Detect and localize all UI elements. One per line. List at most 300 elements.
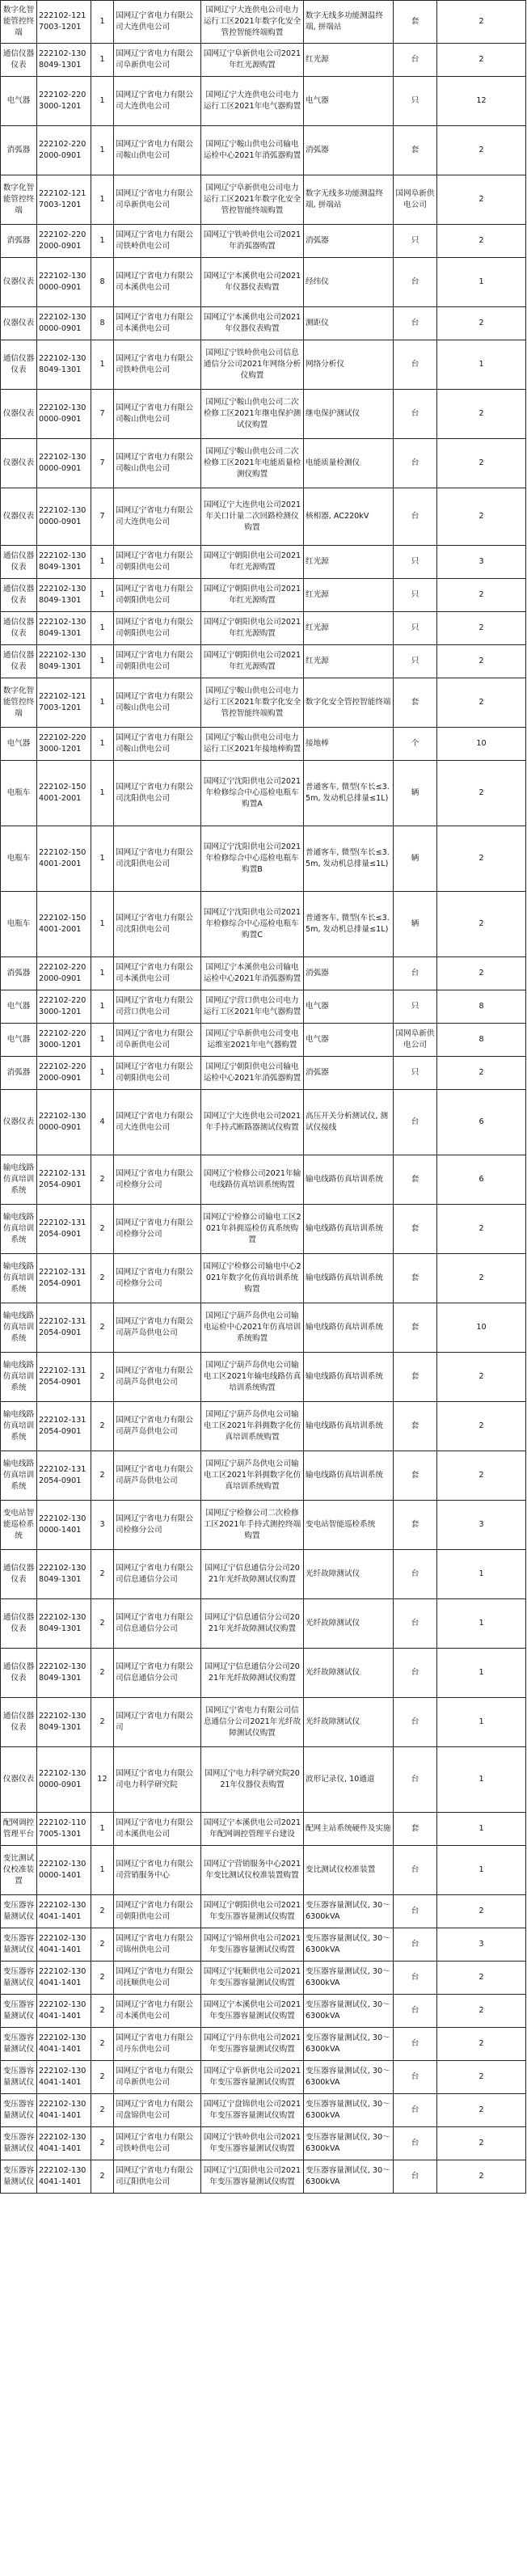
quantity-cell: 1 — [437, 1813, 526, 1846]
table-row — [1, 307, 526, 340]
item-code-cell: 222102-1304041-1401 — [37, 2160, 91, 2194]
table-row — [1, 1747, 526, 1813]
uom-cell: 套 — [394, 1353, 437, 1402]
item-code-cell: 222102-2203000-1201 — [37, 1024, 91, 1057]
item-code-cell: 222102-1308049-1301 — [37, 612, 91, 645]
equipment-name-cell: 输电线路仿真培训系统 — [1, 1353, 37, 1402]
project-name-cell: 国网辽宁葫芦岛供电公司输电运检中心2021年仿真培训系统购置 — [201, 1303, 304, 1353]
equipment-name-cell: 仪器仪表 — [1, 1090, 37, 1155]
item-code-cell: 222102-1308049-1301 — [37, 1698, 91, 1747]
item-code-cell: 222102-1312054-0901 — [37, 1155, 91, 1205]
unit-cell: 国网辽宁省电力有限公司信息通信分公司 — [114, 1649, 201, 1698]
table-row — [1, 126, 526, 175]
uom-cell: 台 — [394, 957, 437, 990]
uom-cell: 国网阜新供电公司 — [394, 175, 437, 225]
spec-cell: 变压器容量测试仪, 30～6300kVA — [304, 1895, 394, 1928]
item-code-cell: 222102-1300000-0901 — [37, 390, 91, 439]
project-name-cell: 国网辽宁鞍山供电公司二次检修工区2021年电能质量检测仪购置 — [201, 439, 304, 488]
package-no-cell: 8 — [91, 258, 114, 307]
quantity-cell: 2 — [437, 645, 526, 678]
spec-cell: 变压器容量测试仪, 30～6300kVA — [304, 2094, 394, 2127]
spec-cell: 输电线路仿真培训系统 — [304, 1205, 394, 1254]
quantity-cell: 2 — [437, 439, 526, 488]
quantity-cell: 2 — [437, 225, 526, 258]
project-name-cell: 国网辽宁大连供电公司2021年手持式断路器测试仪购置 — [201, 1090, 304, 1155]
unit-cell: 国网辽宁省电力有限公司阜新供电公司 — [114, 175, 201, 225]
item-code-cell: 222102-1312054-0901 — [37, 1451, 91, 1501]
quantity-cell: 2 — [437, 612, 526, 645]
spec-cell: 红光源 — [304, 612, 394, 645]
quantity-cell: 12 — [437, 77, 526, 126]
project-name-cell: 国网辽宁铁岭供电公司2021年变压器容量测试仪购置 — [201, 2127, 304, 2160]
unit-cell: 国网辽宁省电力有限公司鞍山供电公司 — [114, 390, 201, 439]
quantity-cell: 3 — [437, 1501, 526, 1550]
item-code-cell: 222102-1304041-1401 — [37, 2028, 91, 2061]
table-row — [1, 892, 526, 957]
spec-cell: 变压器容量测试仪, 30～6300kVA — [304, 1928, 394, 1962]
unit-cell: 国网辽宁省电力有限公司葫芦岛供电公司 — [114, 1303, 201, 1353]
table-row — [1, 957, 526, 990]
spec-cell: 网络分析仪 — [304, 340, 394, 390]
item-code-cell: 222102-1300000-0901 — [37, 439, 91, 488]
uom-cell: 只 — [394, 990, 437, 1024]
uom-cell: 套 — [394, 1402, 437, 1451]
package-no-cell: 2 — [91, 2160, 114, 2194]
unit-cell: 国网辽宁省电力有限公司电力科学研究院 — [114, 1747, 201, 1813]
spec-cell: 输电线路仿真培训系统 — [304, 1353, 394, 1402]
unit-cell: 国网辽宁省电力有限公司朝阳供电公司 — [114, 645, 201, 678]
package-no-cell: 2 — [91, 1599, 114, 1649]
uom-cell: 套 — [394, 1451, 437, 1501]
uom-cell: 套 — [394, 1155, 437, 1205]
spec-cell: 普通客车, 微型(车长≤3.5m, 发动机总排量≤1L) — [304, 826, 394, 892]
uom-cell: 辆 — [394, 826, 437, 892]
uom-cell: 个 — [394, 728, 437, 761]
item-code-cell: 222102-1300000-0901 — [37, 307, 91, 340]
item-code-cell: 222102-1308049-1301 — [37, 1599, 91, 1649]
table-row — [1, 2061, 526, 2094]
table-row — [1, 1550, 526, 1599]
quantity-cell: 2 — [437, 2160, 526, 2194]
unit-cell: 国网辽宁省电力有限公司大连供电公司 — [114, 77, 201, 126]
project-name-cell: 国网辽宁检修公司2021年输电线路仿真培训系统购置 — [201, 1155, 304, 1205]
item-code-cell: 222102-1504001-2001 — [37, 892, 91, 957]
table-row — [1, 1698, 526, 1747]
table-row — [1, 1402, 526, 1451]
spec-cell: 经纬仪 — [304, 258, 394, 307]
item-code-cell: 222102-1107005-1301 — [37, 1813, 91, 1846]
quantity-cell: 2 — [437, 390, 526, 439]
table-row — [1, 1155, 526, 1205]
unit-cell: 国网辽宁省电力有限公司铁岭供电公司 — [114, 225, 201, 258]
unit-cell: 国网辽宁省电力有限公司鞍山供电公司 — [114, 728, 201, 761]
uom-cell: 台 — [394, 2127, 437, 2160]
uom-cell: 只 — [394, 546, 437, 579]
project-name-cell: 国网辽宁阜新供电公司变电运维室2021年电气器购置 — [201, 1024, 304, 1057]
spec-cell: 光纤故障测试仪 — [304, 1599, 394, 1649]
quantity-cell: 2 — [437, 488, 526, 546]
spec-cell: 红光源 — [304, 645, 394, 678]
package-no-cell: 1 — [91, 957, 114, 990]
package-no-cell: 2 — [91, 1155, 114, 1205]
equipment-name-cell: 通信仪器仪表 — [1, 340, 37, 390]
spec-cell: 输电线路仿真培训系统 — [304, 1254, 394, 1303]
equipment-name-cell: 通信仪器仪表 — [1, 546, 37, 579]
project-name-cell: 国网辽宁铁岭供电公司2021年消弧器购置 — [201, 225, 304, 258]
item-code-cell: 222102-1312054-0901 — [37, 1353, 91, 1402]
quantity-cell: 1 — [437, 1550, 526, 1599]
package-no-cell: 2 — [91, 1402, 114, 1451]
uom-cell: 套 — [394, 126, 437, 175]
item-code-cell: 222102-1217003-1201 — [37, 678, 91, 728]
uom-cell: 国网阜新供电公司 — [394, 1024, 437, 1057]
project-name-cell: 国网辽宁朝阳供电公司2021年变压器容量测试仪购置 — [201, 1895, 304, 1928]
spec-cell: 电能质量检测仪 — [304, 439, 394, 488]
spec-cell: 变电站智能巡检系统 — [304, 1501, 394, 1550]
table-row — [1, 225, 526, 258]
unit-cell: 国网辽宁省电力有限公司朝阳供电公司 — [114, 546, 201, 579]
project-name-cell: 国网辽宁沈阳供电公司2021年检修综合中心巡检电瓶车购置B — [201, 826, 304, 892]
uom-cell: 台 — [394, 1649, 437, 1698]
equipment-name-cell: 仪器仪表 — [1, 390, 37, 439]
uom-cell: 台 — [394, 1090, 437, 1155]
package-no-cell: 1 — [91, 892, 114, 957]
project-name-cell: 国网辽宁铁岭供电公司信息通信分公司2021年网络分析仪购置 — [201, 340, 304, 390]
table-row — [1, 1962, 526, 1995]
quantity-cell: 1 — [437, 258, 526, 307]
package-no-cell: 2 — [91, 1649, 114, 1698]
item-code-cell: 222102-1217003-1201 — [37, 175, 91, 225]
project-name-cell: 国网辽宁信息通信分公司2021年光纤故障测试仪购置 — [201, 1599, 304, 1649]
project-name-cell: 国网辽宁大连供电公司电力运行工区2021年电气器购置 — [201, 77, 304, 126]
item-code-cell: 222102-1308049-1301 — [37, 340, 91, 390]
uom-cell: 台 — [394, 2094, 437, 2127]
package-no-cell: 1 — [91, 1813, 114, 1846]
table-row — [1, 1024, 526, 1057]
item-code-cell: 222102-1300000-0901 — [37, 1747, 91, 1813]
project-name-cell: 国网辽宁信息通信分公司2021年光纤故障测试仪购置 — [201, 1550, 304, 1599]
unit-cell: 国网辽宁省电力有限公司阜新供电公司 — [114, 1024, 201, 1057]
spec-cell: 输电线路仿真培训系统 — [304, 1303, 394, 1353]
equipment-name-cell: 变电站智能巡检系统 — [1, 1501, 37, 1550]
spec-cell: 红光源 — [304, 546, 394, 579]
package-no-cell: 1 — [91, 1846, 114, 1895]
table-row — [1, 340, 526, 390]
quantity-cell: 2 — [437, 126, 526, 175]
project-name-cell: 国网辽宁朝阳供电公司2021年红光源购置 — [201, 546, 304, 579]
spec-cell: 变压器容量测试仪, 30～6300kVA — [304, 2127, 394, 2160]
spec-cell: 输电线路仿真培训系统 — [304, 1451, 394, 1501]
equipment-name-cell: 仪器仪表 — [1, 439, 37, 488]
spec-cell: 光纤故障测试仪 — [304, 1698, 394, 1747]
quantity-cell: 2 — [437, 1, 526, 44]
spec-cell: 核相器, AC220kV — [304, 488, 394, 546]
project-name-cell: 国网辽宁丹东供电公司2021年变压器容量测试仪购置 — [201, 2028, 304, 2061]
quantity-cell: 2 — [437, 44, 526, 77]
unit-cell: 国网辽宁省电力有限公司阜新供电公司 — [114, 44, 201, 77]
table-row — [1, 175, 526, 225]
package-no-cell: 2 — [91, 2028, 114, 2061]
unit-cell: 国网辽宁省电力有限公司阜新供电公司 — [114, 2061, 201, 2094]
uom-cell: 台 — [394, 1962, 437, 1995]
quantity-cell: 2 — [437, 1205, 526, 1254]
project-name-cell: 国网辽宁电力科学研究院2021年仪器仪表购置 — [201, 1747, 304, 1813]
item-code-cell: 222102-1308049-1301 — [37, 1649, 91, 1698]
table-row — [1, 258, 526, 307]
quantity-cell: 2 — [437, 2061, 526, 2094]
quantity-cell: 1 — [437, 1649, 526, 1698]
uom-cell: 台 — [394, 258, 437, 307]
quantity-cell: 2 — [437, 307, 526, 340]
item-code-cell: 222102-2202000-0901 — [37, 957, 91, 990]
equipment-name-cell: 仪器仪表 — [1, 1747, 37, 1813]
quantity-cell: 2 — [437, 892, 526, 957]
unit-cell: 国网辽宁省电力有限公司沈阳供电公司 — [114, 892, 201, 957]
package-no-cell: 1 — [91, 175, 114, 225]
spec-cell: 普通客车, 微型(车长≤3.5m, 发动机总排量≤1L) — [304, 892, 394, 957]
table-row — [1, 2127, 526, 2160]
equipment-name-cell: 消弧器 — [1, 957, 37, 990]
quantity-cell: 2 — [437, 1402, 526, 1451]
project-name-cell: 国网辽宁葫芦岛供电公司输电工区2021年斜拥数字化仿真培训系统购置 — [201, 1451, 304, 1501]
unit-cell: 国网辽宁省电力有限公司鞍山供电公司 — [114, 126, 201, 175]
table-row — [1, 1599, 526, 1649]
unit-cell: 国网辽宁省电力有限公司朝阳供电公司 — [114, 579, 201, 612]
equipment-name-cell: 消弧器 — [1, 225, 37, 258]
quantity-cell: 3 — [437, 546, 526, 579]
quantity-cell: 2 — [437, 1353, 526, 1402]
unit-cell: 国网辽宁省电力有限公司葫芦岛供电公司 — [114, 1402, 201, 1451]
quantity-cell: 2 — [437, 761, 526, 826]
project-name-cell: 国网辽宁辽阳供电公司2021年变压器容量测试仪购置 — [201, 2160, 304, 2194]
quantity-cell: 2 — [437, 826, 526, 892]
uom-cell: 只 — [394, 225, 437, 258]
package-no-cell: 2 — [91, 1550, 114, 1599]
uom-cell: 套 — [394, 1, 437, 44]
table-row — [1, 1995, 526, 2028]
table-row — [1, 2028, 526, 2061]
package-no-cell: 2 — [91, 2094, 114, 2127]
unit-cell: 国网辽宁省电力有限公司葫芦岛供电公司 — [114, 1451, 201, 1501]
equipment-name-cell: 变压器容量测试仪 — [1, 1962, 37, 1995]
unit-cell: 国网辽宁省电力有限公司鞍山供电公司 — [114, 439, 201, 488]
project-name-cell: 国网辽宁葫芦岛供电公司输电工区2021年斜拥数字化仿真培训系统购置 — [201, 1402, 304, 1451]
project-name-cell: 国网辽宁沈阳供电公司2021年检修综合中心巡检电瓶车购置C — [201, 892, 304, 957]
item-code-cell: 222102-1300000-0901 — [37, 1090, 91, 1155]
project-name-cell: 国网辽宁检修公司二次检修工区2021年手持式测控终端购置 — [201, 1501, 304, 1550]
package-no-cell: 2 — [91, 1698, 114, 1747]
table-body — [1, 1, 526, 2194]
uom-cell: 台 — [394, 2061, 437, 2094]
table-row — [1, 1928, 526, 1962]
spec-cell: 接地棒 — [304, 728, 394, 761]
equipment-name-cell: 电气器 — [1, 728, 37, 761]
table-row — [1, 439, 526, 488]
equipment-name-cell: 消弧器 — [1, 126, 37, 175]
package-no-cell: 2 — [91, 1254, 114, 1303]
equipment-name-cell: 电瓶车 — [1, 826, 37, 892]
project-name-cell: 国网辽宁沈阳供电公司2021年检修综合中心巡检电瓶车购置A — [201, 761, 304, 826]
unit-cell: 国网辽宁省电力有限公司抚顺供电公司 — [114, 1962, 201, 1995]
equipment-name-cell: 变压器容量测试仪 — [1, 2127, 37, 2160]
table-row — [1, 1090, 526, 1155]
quantity-cell: 2 — [437, 1057, 526, 1090]
spec-cell: 变压器容量测试仪, 30～6300kVA — [304, 1995, 394, 2028]
uom-cell: 只 — [394, 645, 437, 678]
item-code-cell: 222102-2202000-0901 — [37, 126, 91, 175]
package-no-cell: 3 — [91, 1501, 114, 1550]
unit-cell: 国网辽宁省电力有限公司朝阳供电公司 — [114, 612, 201, 645]
quantity-cell: 2 — [437, 2127, 526, 2160]
equipment-name-cell: 变压器容量测试仪 — [1, 2061, 37, 2094]
spec-cell: 消弧器 — [304, 1057, 394, 1090]
item-code-cell: 222102-1308049-1301 — [37, 645, 91, 678]
item-code-cell: 222102-1304041-1401 — [37, 2061, 91, 2094]
package-no-cell: 7 — [91, 439, 114, 488]
project-name-cell: 国网辽宁本溪供电公司输电运检中心2021年消弧器购置 — [201, 957, 304, 990]
package-no-cell: 1 — [91, 990, 114, 1024]
package-no-cell: 12 — [91, 1747, 114, 1813]
unit-cell: 国网辽宁省电力有限公司本溪供电公司 — [114, 957, 201, 990]
spec-cell: 继电保护测试仪 — [304, 390, 394, 439]
spec-cell: 电气器 — [304, 990, 394, 1024]
package-no-cell: 2 — [91, 1451, 114, 1501]
equipment-name-cell: 变压器容量测试仪 — [1, 2028, 37, 2061]
equipment-name-cell: 仪器仪表 — [1, 258, 37, 307]
unit-cell: 国网辽宁省电力有限公司检修分公司 — [114, 1254, 201, 1303]
unit-cell: 国网辽宁省电力有限公司本溪供电公司 — [114, 1813, 201, 1846]
table-row — [1, 2094, 526, 2127]
uom-cell: 只 — [394, 1057, 437, 1090]
package-no-cell: 2 — [91, 1205, 114, 1254]
package-no-cell: 1 — [91, 1024, 114, 1057]
equipment-name-cell: 仪器仪表 — [1, 307, 37, 340]
uom-cell: 台 — [394, 1550, 437, 1599]
spec-cell: 波形记录仪, 10通道 — [304, 1747, 394, 1813]
project-name-cell: 国网辽宁本溪供电公司2021年变压器容量测试仪购置 — [201, 1995, 304, 2028]
table-row — [1, 990, 526, 1024]
project-name-cell: 国网辽宁朝阳供电公司输电运检中心2021年消弧器购置 — [201, 1057, 304, 1090]
unit-cell: 国网辽宁省电力有限公司沈阳供电公司 — [114, 826, 201, 892]
equipment-name-cell: 电气器 — [1, 1024, 37, 1057]
package-no-cell: 1 — [91, 77, 114, 126]
equipment-name-cell: 通信仪器仪表 — [1, 579, 37, 612]
table-row — [1, 761, 526, 826]
project-name-cell: 国网辽宁鞍山供电公司电力运行工区2021年接地棒购置 — [201, 728, 304, 761]
uom-cell: 只 — [394, 612, 437, 645]
uom-cell: 台 — [394, 307, 437, 340]
item-code-cell: 222102-1308049-1301 — [37, 546, 91, 579]
equipment-name-cell: 消弧器 — [1, 1057, 37, 1090]
unit-cell: 国网辽宁省电力有限公司盘锦供电公司 — [114, 2094, 201, 2127]
quantity-cell: 2 — [437, 1995, 526, 2028]
unit-cell: 国网辽宁省电力有限公司大连供电公司 — [114, 1, 201, 44]
unit-cell: 国网辽宁省电力有限公司大连供电公司 — [114, 1090, 201, 1155]
quantity-cell: 2 — [437, 579, 526, 612]
item-code-cell: 222102-1312054-0901 — [37, 1303, 91, 1353]
package-no-cell: 1 — [91, 126, 114, 175]
item-code-cell: 222102-1504001-2001 — [37, 826, 91, 892]
unit-cell: 国网辽宁省电力有限公司铁岭供电公司 — [114, 340, 201, 390]
equipment-name-cell: 变压器容量测试仪 — [1, 1928, 37, 1962]
table-row — [1, 1846, 526, 1895]
uom-cell: 只 — [394, 579, 437, 612]
package-no-cell: 7 — [91, 488, 114, 546]
spec-cell: 变压器容量测试仪, 30～6300kVA — [304, 1962, 394, 1995]
project-name-cell: 国网辽宁盘锦供电公司2021年变压器容量测试仪购置 — [201, 2094, 304, 2127]
project-name-cell: 国网辽宁本溪供电公司2021年配网调控管理平台建设 — [201, 1813, 304, 1846]
unit-cell: 国网辽宁省电力有限公司葫芦岛供电公司 — [114, 1353, 201, 1402]
spec-cell: 数字无线多功能测温终端, 拼端站 — [304, 1, 394, 44]
item-code-cell: 222102-1300000-0901 — [37, 258, 91, 307]
equipment-name-cell: 输电线路仿真培训系统 — [1, 1402, 37, 1451]
table-row — [1, 645, 526, 678]
package-no-cell: 1 — [91, 761, 114, 826]
project-name-cell: 国网辽宁抚顺供电公司2021年变压器容量测试仪购置 — [201, 1962, 304, 1995]
spec-cell: 配网主站系统硬件及实施 — [304, 1813, 394, 1846]
package-no-cell: 2 — [91, 1928, 114, 1962]
item-code-cell: 222102-2202000-0901 — [37, 225, 91, 258]
equipment-name-cell: 输电线路仿真培训系统 — [1, 1155, 37, 1205]
item-code-cell: 222102-1304041-1401 — [37, 1895, 91, 1928]
table-row — [1, 77, 526, 126]
equipment-name-cell: 配网调控管理平台 — [1, 1813, 37, 1846]
project-name-cell: 国网辽宁鞍山供电公司电力运行工区2021年数字化安全管控智能终端购置 — [201, 678, 304, 728]
spec-cell: 光纤故障测试仪 — [304, 1649, 394, 1698]
table-row — [1, 546, 526, 579]
quantity-cell: 2 — [437, 1451, 526, 1501]
equipment-name-cell: 输电线路仿真培训系统 — [1, 1254, 37, 1303]
spec-cell: 变比测试仪校准装置 — [304, 1846, 394, 1895]
package-no-cell: 1 — [91, 645, 114, 678]
unit-cell: 国网辽宁省电力有限公司沈阳供电公司 — [114, 761, 201, 826]
unit-cell: 国网辽宁省电力有限公司检修分公司 — [114, 1155, 201, 1205]
quantity-cell: 1 — [437, 1599, 526, 1649]
uom-cell: 套 — [394, 1813, 437, 1846]
quantity-cell: 8 — [437, 1024, 526, 1057]
package-no-cell: 1 — [91, 340, 114, 390]
item-code-cell: 222102-1304041-1401 — [37, 1962, 91, 1995]
package-no-cell: 1 — [91, 612, 114, 645]
quantity-cell: 2 — [437, 1254, 526, 1303]
quantity-cell: 2 — [437, 678, 526, 728]
item-code-cell: 222102-2203000-1201 — [37, 77, 91, 126]
item-code-cell: 222102-1304041-1401 — [37, 2094, 91, 2127]
quantity-cell: 3 — [437, 1928, 526, 1962]
table-row — [1, 1501, 526, 1550]
equipment-name-cell: 仪器仪表 — [1, 488, 37, 546]
package-no-cell: 1 — [91, 44, 114, 77]
table-row — [1, 1895, 526, 1928]
item-code-cell: 222102-1304041-1401 — [37, 1928, 91, 1962]
item-code-cell: 222102-1308049-1301 — [37, 1550, 91, 1599]
table-row — [1, 1649, 526, 1698]
package-no-cell: 1 — [91, 225, 114, 258]
spec-cell: 变压器容量测试仪, 30～6300kVA — [304, 2160, 394, 2194]
spec-cell: 电气器 — [304, 77, 394, 126]
uom-cell: 台 — [394, 340, 437, 390]
item-code-cell: 222102-1308049-1301 — [37, 579, 91, 612]
equipment-name-cell: 输电线路仿真培训系统 — [1, 1205, 37, 1254]
unit-cell: 国网辽宁省电力有限公司本溪供电公司 — [114, 258, 201, 307]
package-no-cell: 2 — [91, 1353, 114, 1402]
uom-cell: 台 — [394, 1747, 437, 1813]
table-row — [1, 1057, 526, 1090]
project-name-cell: 国网辽宁阜新供电公司2021年变压器容量测试仪购置 — [201, 2061, 304, 2094]
spec-cell: 变压器容量测试仪, 30～6300kVA — [304, 2028, 394, 2061]
spec-cell: 输电线路仿真培训系统 — [304, 1402, 394, 1451]
package-no-cell: 2 — [91, 1895, 114, 1928]
